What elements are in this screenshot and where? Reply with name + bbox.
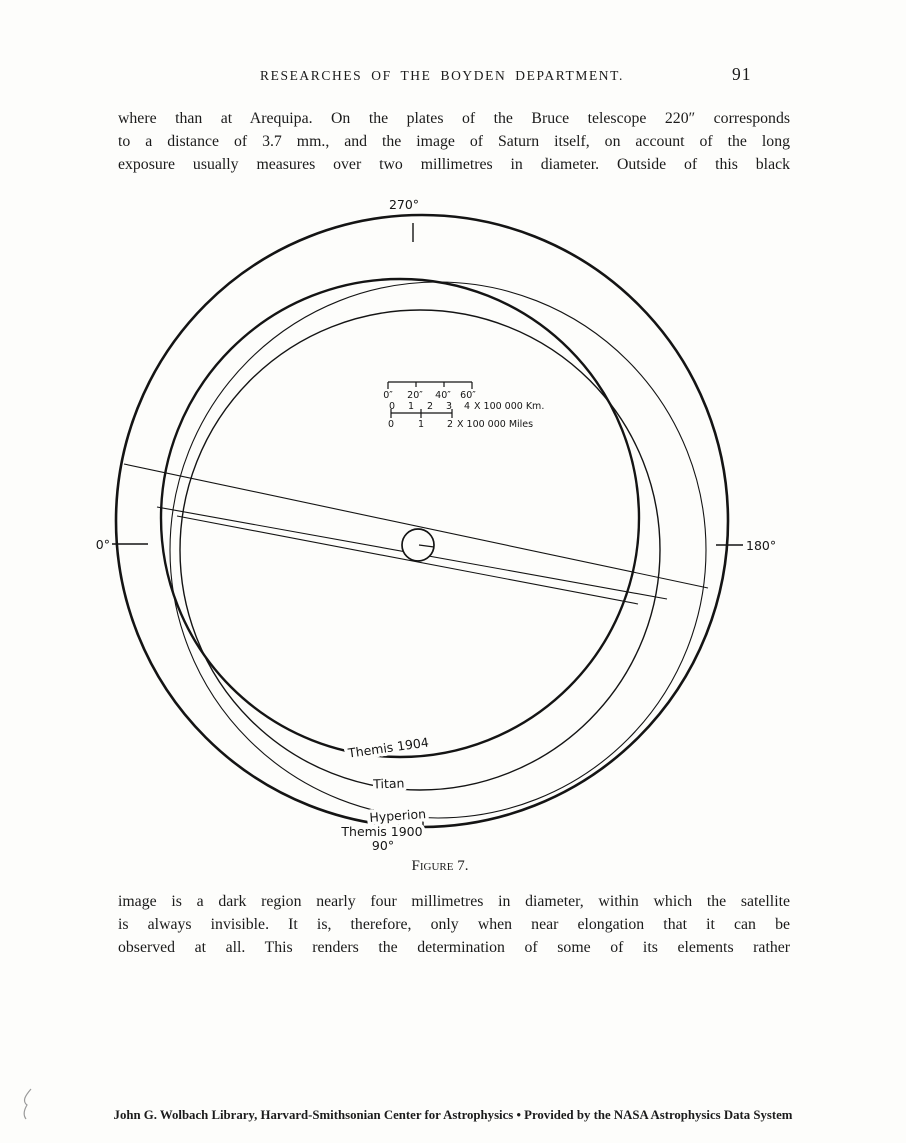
angle-label-270: 270° (388, 197, 420, 212)
scale-arcsec-40: 40″ (435, 390, 451, 401)
scale-arcsec-60: 60″ (460, 390, 476, 401)
angle-label-0: 0° (95, 537, 110, 552)
orbit-hyperion (170, 282, 706, 818)
orbit-themis-1904 (161, 279, 639, 757)
scale-bar (383, 382, 544, 430)
running-header: RESEARCHES OF THE BOYDEN DEPARTMENT. (260, 68, 624, 83)
paragraph-bottom-line3: observed at all. This renders the determination of some of its elements rather (118, 939, 790, 956)
scale-km-3: 3 (445, 401, 453, 412)
scale-miles-2: 2 (446, 419, 454, 430)
orbit-label-titan: Titan (372, 775, 405, 792)
saturn-disk (402, 529, 434, 561)
scale-km-unit: X 100 000 Km. (474, 401, 545, 412)
scale-km-4: 4 (463, 401, 471, 412)
scale-km-0: 0 (388, 401, 396, 412)
paragraph-bottom-line2: is always invisible. It is, therefore, only when near elongation that it can be (118, 916, 790, 933)
orbit-label-themis-1904: Themis 1904 (347, 734, 430, 761)
paragraph-bottom-line1: image is a dark region nearly four millimetres in diameter, within which the satellite (118, 893, 790, 910)
paragraph-top-line1: where than at Arequipa. On the plates of the Bruce telescope 220″ corresponds (118, 110, 790, 127)
figure-caption: Figure 7. (411, 858, 469, 874)
orbit-label-hyperion: Hyperion (368, 806, 427, 825)
scale-miles-0: 0 (387, 419, 395, 430)
angle-label-90: 90° (371, 838, 395, 853)
scale-arcsec-0: 0″ (383, 390, 393, 401)
scale-km-1: 1 (407, 401, 415, 412)
paragraph-bottom (118, 890, 790, 959)
scale-miles-unit: X 100 000 Miles (457, 419, 534, 430)
paragraph-top-line2: to a distance of 3.7 mm., and the image of Saturn itself, on account of the long (118, 133, 790, 150)
library-provenance-footer: John G. Wolbach Library, Harvard-Smithsonian Center for Astrophysics • Provided by the NASA Astrophysics Data System (113, 1108, 793, 1122)
orbit-label-themis-1900: Themis 1900 (341, 824, 423, 839)
apsidal-line-themis-1900 (124, 464, 708, 588)
page-number: 91 (732, 64, 752, 84)
scale-arcsec-20: 20″ (407, 390, 423, 401)
scale-km-2: 2 (426, 401, 434, 412)
paragraph-top-line3: exposure usually measures over two millimetres in diameter. Outside of this black (118, 156, 790, 173)
apsidal-line-themis-1904 (177, 516, 638, 604)
angle-label-180: 180° (746, 538, 777, 553)
scale-miles-1: 1 (417, 419, 425, 430)
